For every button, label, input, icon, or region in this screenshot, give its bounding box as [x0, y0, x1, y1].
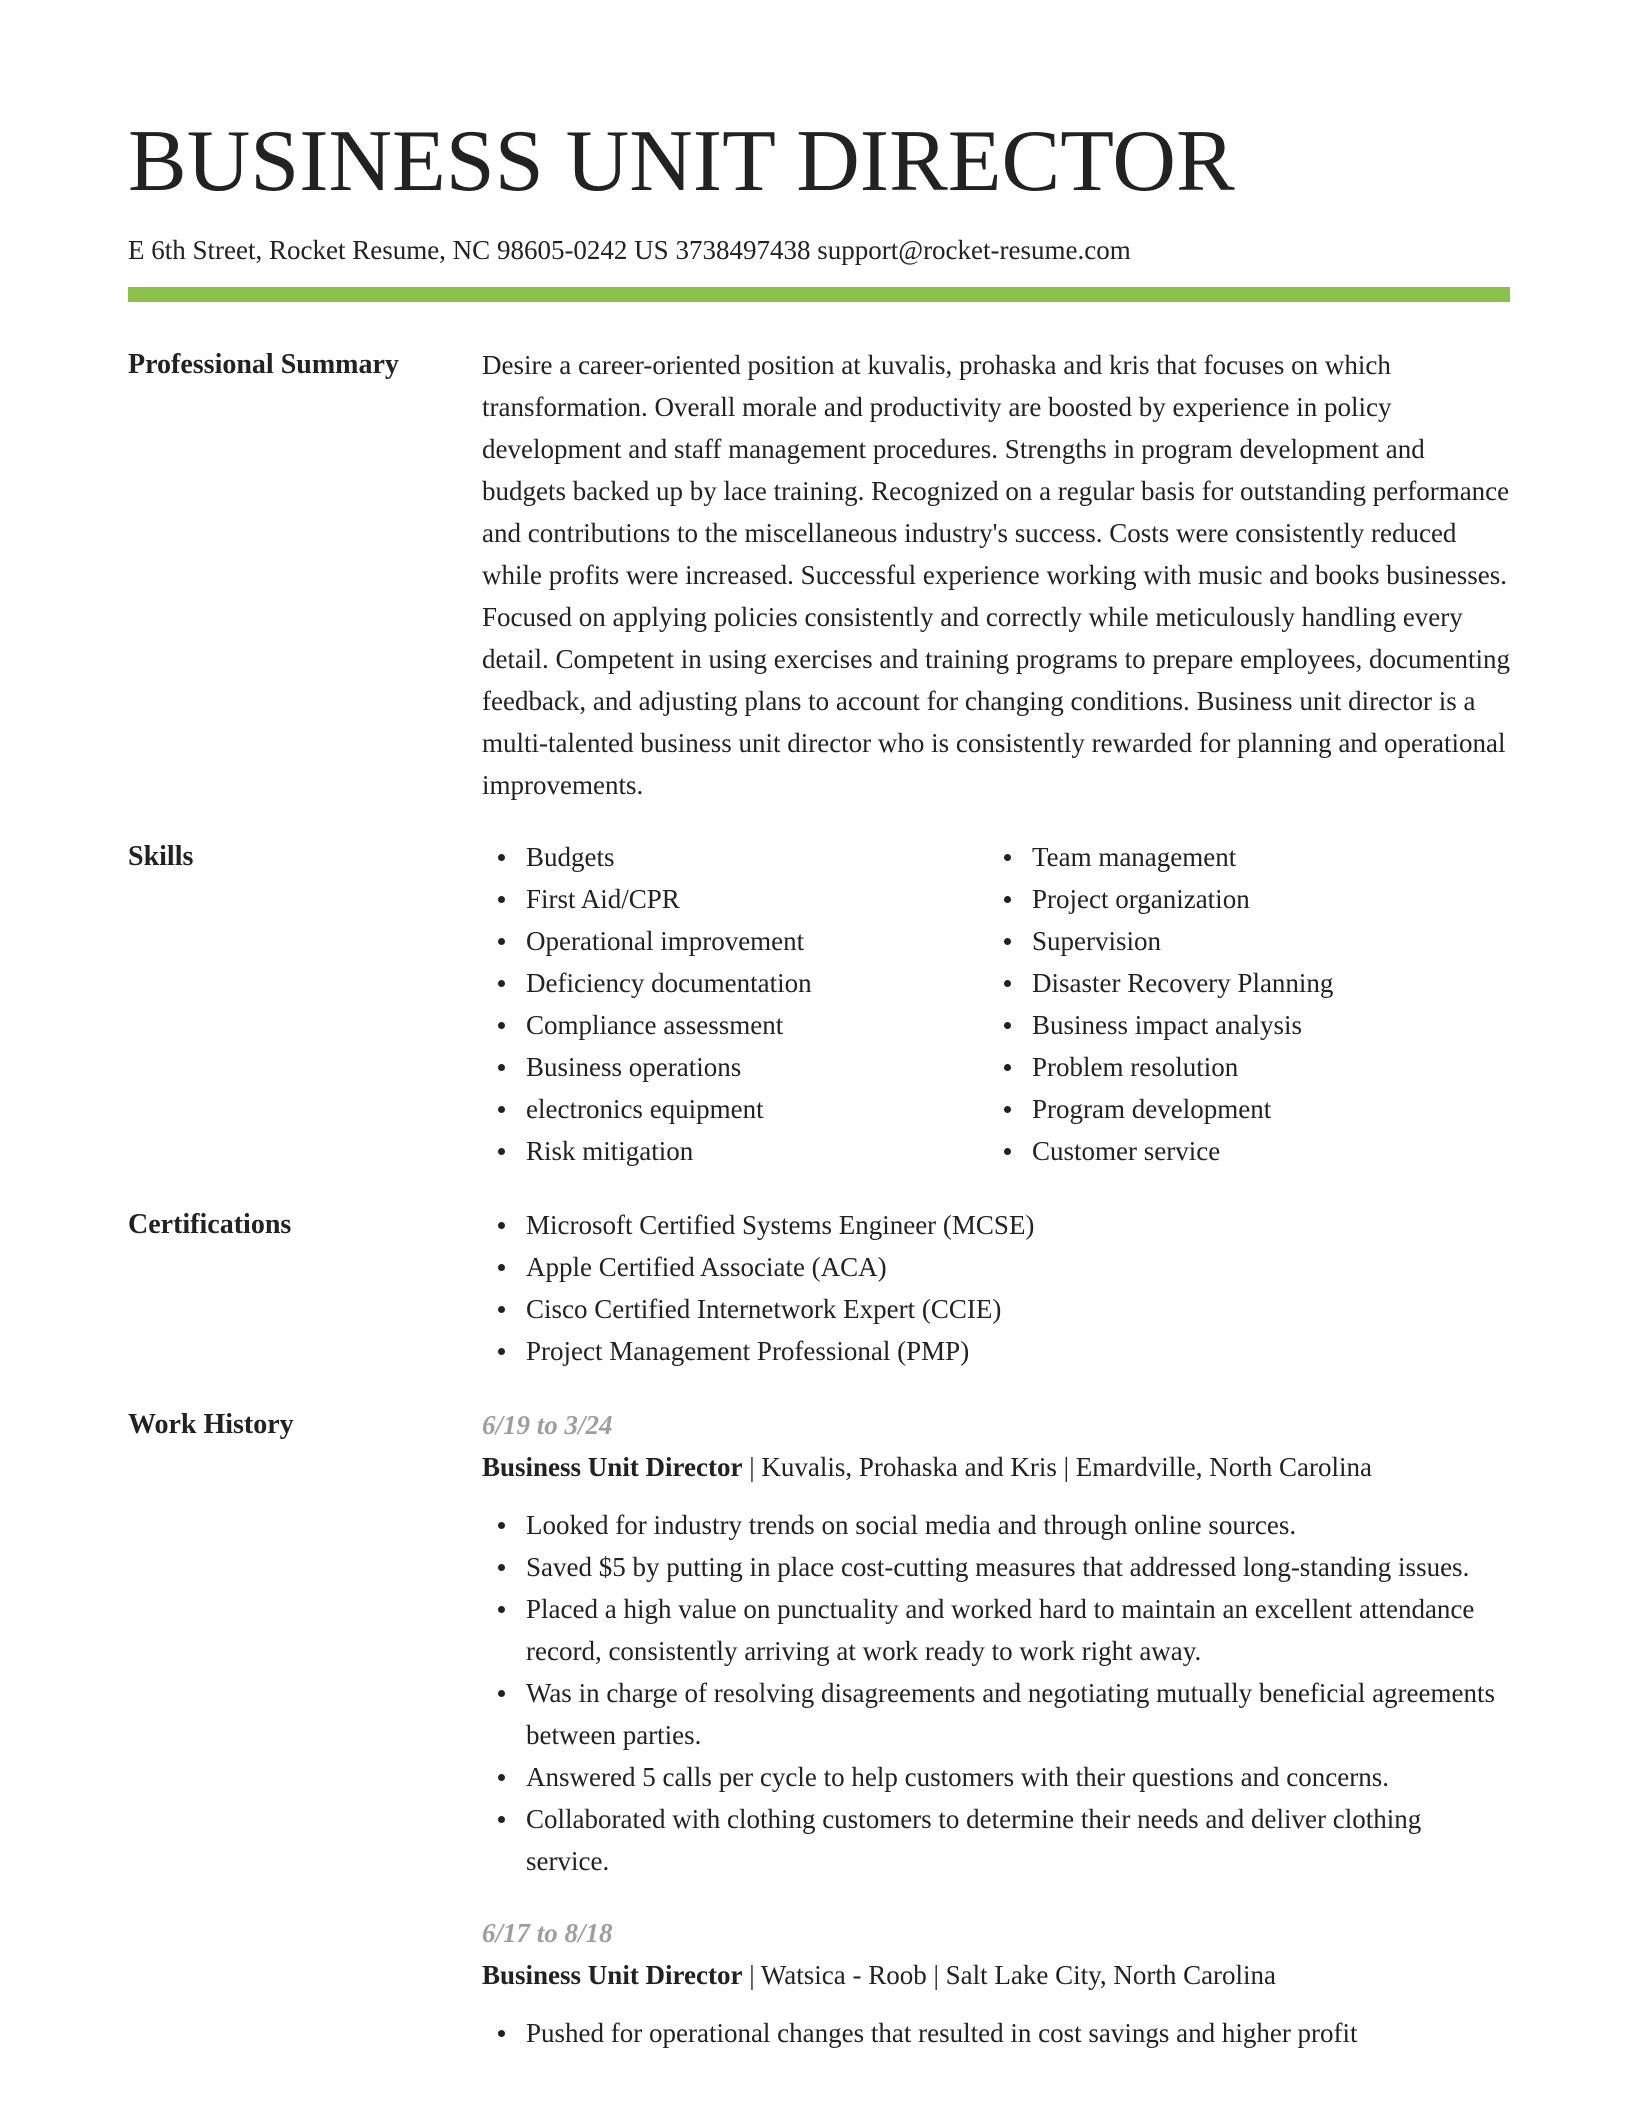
skill-item: electronics equipment — [482, 1088, 988, 1130]
skill-item: Budgets — [482, 836, 988, 878]
certifications-list — [482, 1204, 1510, 1372]
skill-item: Business operations — [482, 1046, 988, 1088]
skill-item: Project organization — [988, 878, 1494, 920]
certification-item: Apple Certified Associate (ACA) — [482, 1246, 1510, 1288]
job-title-line — [482, 1446, 1510, 1488]
summary-text: Desire a career-oriented position at kuvalis, prohaska and kris that focuses on which transformation. Overall morale and productivity are boosted by experience in policy development and staff management procedures. Strengths in program development and budgets backed up by lace training. Recognized on a regular basis for outstanding performance and contributions to the miscellaneous industry's success. Costs were consistently reduced while profits were increased. Successful experience working with music and books businesses. Focused on applying policies consistently and correctly while meticulously handling every detail. Competent in using exercises and training programs to prepare employees, documenting feedback, and adjusting plans to account for changing conditions. Business unit director is a multi-talented business unit director who is consistently rewarded for planning and operational improvements. — [482, 350, 1510, 800]
job-bullets — [482, 1504, 1510, 1882]
skill-item: Supervision — [988, 920, 1494, 962]
skill-item: Team management — [988, 836, 1494, 878]
certification-item: Microsoft Certified Systems Engineer (MCSE) — [482, 1204, 1510, 1246]
skills-heading: Skills — [128, 841, 194, 872]
skill-item: Customer service — [988, 1130, 1494, 1172]
job-title: Business Unit Director — [482, 1452, 743, 1482]
summary-heading: Professional Summary — [128, 349, 399, 380]
job-bullet: Answered 5 calls per cycle to help customers with their questions and concerns. — [482, 1756, 1510, 1798]
skills-list-right — [988, 836, 1494, 1172]
job-entry — [482, 1912, 1510, 2054]
job-bullet: Placed a high value on punctuality and worked hard to maintain an excellent attendance record, consistently arriving at work ready to work right away. — [482, 1588, 1510, 1672]
job-bullet: Was in charge of resolving disagreements and negotiating mutually beneficial agreements between parties. — [482, 1672, 1510, 1756]
certification-item: Project Management Professional (PMP) — [482, 1330, 1510, 1372]
contact-line: E 6th Street, Rocket Resume, NC 98605-0242 US 3738497438 support@rocket-resume.com — [128, 235, 1131, 265]
certifications-heading: Certifications — [128, 1209, 292, 1240]
job-dates: 6/19 to 3/24 — [482, 1410, 613, 1440]
skill-item: Risk mitigation — [482, 1130, 988, 1172]
header-divider — [128, 287, 1510, 302]
work-history-heading: Work History — [128, 1409, 294, 1440]
resume-title: BUSINESS UNIT DIRECTOR — [128, 113, 1235, 210]
job-bullet: Pushed for operational changes that resulted in cost savings and higher profit — [482, 2012, 1510, 2054]
skill-item: Problem resolution — [988, 1046, 1494, 1088]
skill-item: Disaster Recovery Planning — [988, 962, 1494, 1004]
job-employer-location: | Kuvalis, Prohaska and Kris | Emardville, North Carolina — [742, 1452, 1372, 1482]
job-title-line — [482, 1954, 1510, 1996]
job-title: Business Unit Director — [482, 1960, 743, 1990]
job-dates: 6/17 to 8/18 — [482, 1918, 613, 1948]
skill-item: Business impact analysis — [988, 1004, 1494, 1046]
skill-item: First Aid/CPR — [482, 878, 988, 920]
skills-list-left — [482, 836, 988, 1172]
skill-item: Deficiency documentation — [482, 962, 988, 1004]
job-employer-location: | Watsica - Roob | Salt Lake City, North Carolina — [742, 1960, 1277, 1990]
job-bullet: Looked for industry trends on social media and through online sources. — [482, 1504, 1510, 1546]
job-entry — [482, 1404, 1510, 1882]
skill-item: Compliance assessment — [482, 1004, 988, 1046]
job-bullet: Collaborated with clothing customers to determine their needs and deliver clothing service. — [482, 1798, 1510, 1882]
job-bullets — [482, 2012, 1510, 2054]
certification-item: Cisco Certified Internetwork Expert (CCIE) — [482, 1288, 1510, 1330]
skill-item: Program development — [988, 1088, 1494, 1130]
skill-item: Operational improvement — [482, 920, 988, 962]
job-bullet: Saved $5 by putting in place cost-cutting measures that addressed long-standing issues. — [482, 1546, 1510, 1588]
